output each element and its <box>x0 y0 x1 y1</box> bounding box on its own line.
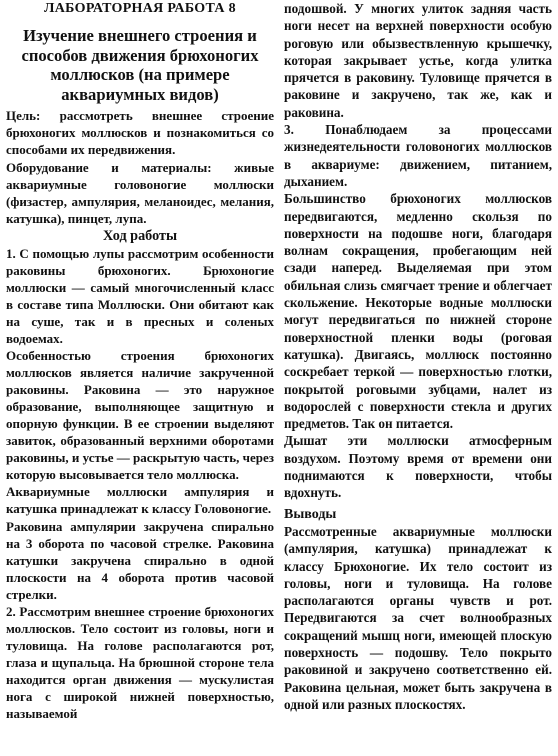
right-column <box>284 0 552 713</box>
left-column <box>6 0 274 722</box>
paragraph-conclusions: Рассмотренные аквариумные моллюски (ампулярия, катушка) принадлежат к классу Брюхоногие. Их тело состоит из головы, ноги и туловища. На голове располагаются органы чувств и рот. Передвигаются за счет волнообразных сокращений мышц ноги, имеющей плоскую поверхность — подошву. Тело покрыто раковиной и закручено соответственно ей. Раковина цельная, может быть закручена в одной или разных плоскостях. <box>284 523 552 712</box>
equipment-text: живые аквариумные головоногие моллюски (физастер, ампулярия, меланоидес, мелания, катушка), пинцет, лупа. <box>6 159 275 226</box>
equipment-paragraph <box>6 159 274 227</box>
paragraph-breathing: Дышат эти моллюски атмосферным воздухом. Поэтому время от времени они поднимаются к поверхности, чтобы вдохнуть. <box>284 433 552 501</box>
paragraph-step1: 1. С помощью лупы рассмотрим особенности раковины брюхоногих. Брюхоногие моллюски — самый многочисленный класс в составе типа Моллюски. Они обитают как на суше, так и в пресных и соленых водоемах. <box>6 245 274 346</box>
paragraph-shell-spiral: Раковина ампулярии закручена спирально на 3 оборота по часовой стрелке. Раковина катушки закручена спирально в одной плоскости на 4 оборота против часовой стрелки. <box>6 518 274 602</box>
paragraph-sole: подошвой. У многих улиток задняя часть ноги несет на верхней поверхности особую роговую или обызвествленную крышечку, которая закрывает устье, когда улитка прячется в раковину. Туловище прячется в раковине и закручено, так же, как и раковина. <box>284 1 552 120</box>
paragraph-step2: 2. Рассмотрим внешнее строение брюхоногих моллюсков. Тело состоит из головы, ноги и туловища. На голове располагаются рот, глаза и щупальца. На брюшной стороне тела находится орган движения — мускулистая нога с широкой нижней поверхностью, называемой <box>6 603 274 722</box>
conclusions-heading: Выводы <box>284 506 337 522</box>
paragraph-aquarium-class: Аквариумные моллюски ампулярия и катушка принадлежат к классу Головоногие. <box>6 484 274 517</box>
goal-label: Цель: <box>6 108 41 124</box>
paragraph-movement: Большинство брюхоногих моллюсков передвигаются, медленно скользя по поверхности на подошве ноги, благодаря волнам сокращения, пробегающим ней сзади наперед. Выделяемая при этом обильная слизь смягчает трение и облегчает скольжение. Некоторые водные моллюски могут передвигаться по нижней стороне поверхностной пленки воды (роговая катушка). Двигаясь, моллюск постоянно соскребает теркой — поверхностью глотки, покрытой роговыми зубцами, налет из водорослей с поверхности стекла и других предметов. Так он питается. <box>284 191 552 432</box>
goal-paragraph <box>6 107 274 158</box>
progress-heading: Ход работы <box>102 227 178 244</box>
lab-title: ЛАБОРАТОРНАЯ РАБОТА 8 <box>44 1 236 16</box>
paragraph-shell-structure: Особенностью строения брюхоногих моллюсков является наличие закрученной раковины. Раковина — это наружное образование, выполняющее защитную и опорную функции. В ее строении выделяют завиток, образованный верхними оборотами раковины, и устье — раскрытую часть, через которую высовывается тело моллюска. <box>6 348 274 483</box>
paragraph-step3: 3. Понаблюдаем за процессами жизнедеятельности головоногих моллюсков в аквариуме: движением, питанием, дыханием. <box>284 122 552 189</box>
topic-title: Изучение внешнего строения и способов движения брюхоногих моллюсков (на примере аквариумных видов) <box>21 26 259 104</box>
equipment-label: Оборудование и материалы: <box>6 159 212 175</box>
goal-text: рассмотреть внешнее строение брюхоногих моллюсков и познакомиться со способами их передвижения. <box>6 108 274 158</box>
